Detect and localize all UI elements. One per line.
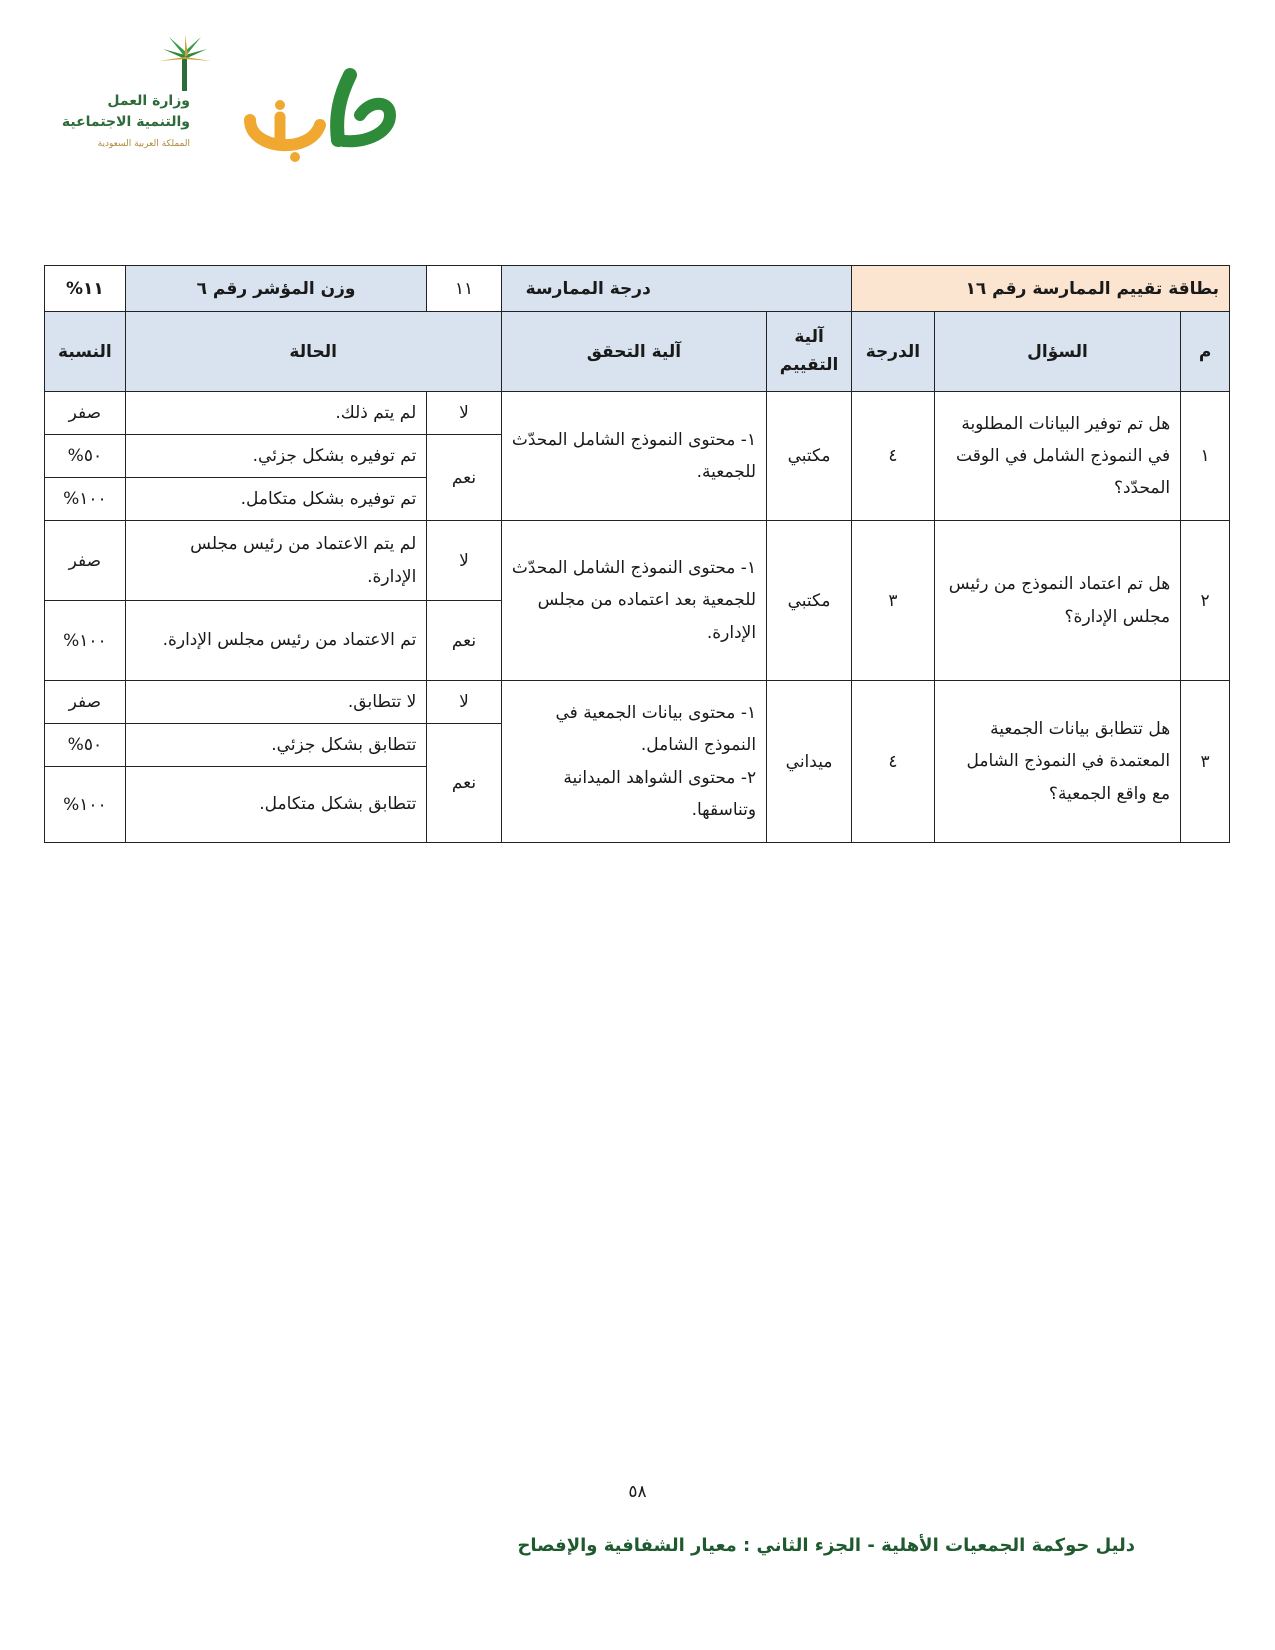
status-text: تتطابق بشكل متكامل. xyxy=(125,767,427,843)
row-verify xyxy=(501,681,766,843)
col-num: م xyxy=(1181,312,1230,392)
table-row xyxy=(45,392,1230,435)
document-title: دليل حوكمة الجمعيات الأهلية - الجزء الثاني : معيار الشفافية والإفصاح xyxy=(517,1535,1135,1556)
status-text: تم توفيره بشكل جزئي. xyxy=(125,435,427,478)
row-degree: ٣ xyxy=(852,521,935,681)
ministry-name-line2: والتنمية الاجتماعية xyxy=(61,114,190,130)
ministry-name-line1: وزارة العمل xyxy=(107,93,190,109)
row-eval-mech: مكتبي xyxy=(767,392,852,521)
column-header-row xyxy=(45,312,1230,392)
status-ratio: ٥٠% xyxy=(45,724,126,767)
table-row xyxy=(45,681,1230,724)
status-ratio: ١٠٠% xyxy=(45,601,126,681)
status-text: لم يتم ذلك. xyxy=(125,392,427,435)
ministry-logo xyxy=(60,35,200,165)
status-ratio: صفر xyxy=(45,681,126,724)
row-question: هل تتطابق بيانات الجمعية المعتمدة في النموذج الشامل مع واقع الجمعية؟ xyxy=(934,681,1180,843)
yes-label: نعم xyxy=(427,601,501,681)
row-verify: ١- محتوى النموذج الشامل المحدّث للجمعية. xyxy=(501,392,766,521)
row-verify: ١- محتوى النموذج الشامل المحدّث للجمعية بعد اعتماده من مجلس الإدارة. xyxy=(501,521,766,681)
status-text: تتطابق بشكل جزئي. xyxy=(125,724,427,767)
row-degree: ٤ xyxy=(852,392,935,521)
card-header-row xyxy=(45,266,1230,312)
page-number: ٥٨ xyxy=(628,1482,647,1502)
status-text: لا تتطابق. xyxy=(125,681,427,724)
header-logos xyxy=(60,35,400,165)
status-ratio: صفر xyxy=(45,521,126,601)
practice-degree-label: درجة الممارسة xyxy=(501,266,851,312)
status-text: لم يتم الاعتماد من رئيس مجلس الإدارة. xyxy=(125,521,427,601)
col-eval-mech: آلية التقييم xyxy=(767,312,852,392)
col-verify-mech: آلية التحقق xyxy=(501,312,766,392)
practice-degree-value: ١١ xyxy=(427,266,501,312)
row-question: هل تم توفير البيانات المطلوبة في النموذج الشامل في الوقت المحدّد؟ xyxy=(934,392,1180,521)
indicator-weight-value: ١١% xyxy=(45,266,126,312)
status-ratio: ١٠٠% xyxy=(45,767,126,843)
table-row xyxy=(45,521,1230,601)
status-text: تم الاعتماد من رئيس مجلس الإدارة. xyxy=(125,601,427,681)
no-label: لا xyxy=(427,521,501,601)
ministry-country: المملكة العربية السعودية xyxy=(97,139,190,149)
yes-label: نعم xyxy=(427,724,501,843)
brand-logo-icon xyxy=(240,55,400,165)
status-text: تم توفيره بشكل متكامل. xyxy=(125,478,427,521)
col-status: الحالة xyxy=(125,312,501,392)
verify-item-2: ٢- محتوى الشواهد الميدانية وتناسقها. xyxy=(563,767,757,820)
status-ratio: ١٠٠% xyxy=(45,478,126,521)
row-num: ٣ xyxy=(1181,681,1230,843)
no-label: لا xyxy=(427,392,501,435)
row-degree: ٤ xyxy=(852,681,935,843)
row-num: ٢ xyxy=(1181,521,1230,681)
row-eval-mech: ميداني xyxy=(767,681,852,843)
practice-evaluation-card xyxy=(44,265,1230,843)
col-ratio: النسبة xyxy=(45,312,126,392)
row-question: هل تم اعتماد النموذج من رئيس مجلس الإدارة؟ xyxy=(934,521,1180,681)
indicator-weight-label: وزن المؤشر رقم ٦ xyxy=(125,266,427,312)
status-ratio: صفر xyxy=(45,392,126,435)
verify-item-1: ١- محتوى بيانات الجمعية في النموذج الشامل. xyxy=(555,702,757,756)
status-ratio: ٥٠% xyxy=(45,435,126,478)
yes-label: نعم xyxy=(427,435,501,521)
row-eval-mech: مكتبي xyxy=(767,521,852,681)
no-label: لا xyxy=(427,681,501,724)
palm-icon xyxy=(155,35,215,93)
col-question: السؤال xyxy=(934,312,1180,392)
row-num: ١ xyxy=(1181,392,1230,521)
col-degree: الدرجة xyxy=(852,312,935,392)
card-title: بطاقة تقييم الممارسة رقم ١٦ xyxy=(852,266,1230,312)
